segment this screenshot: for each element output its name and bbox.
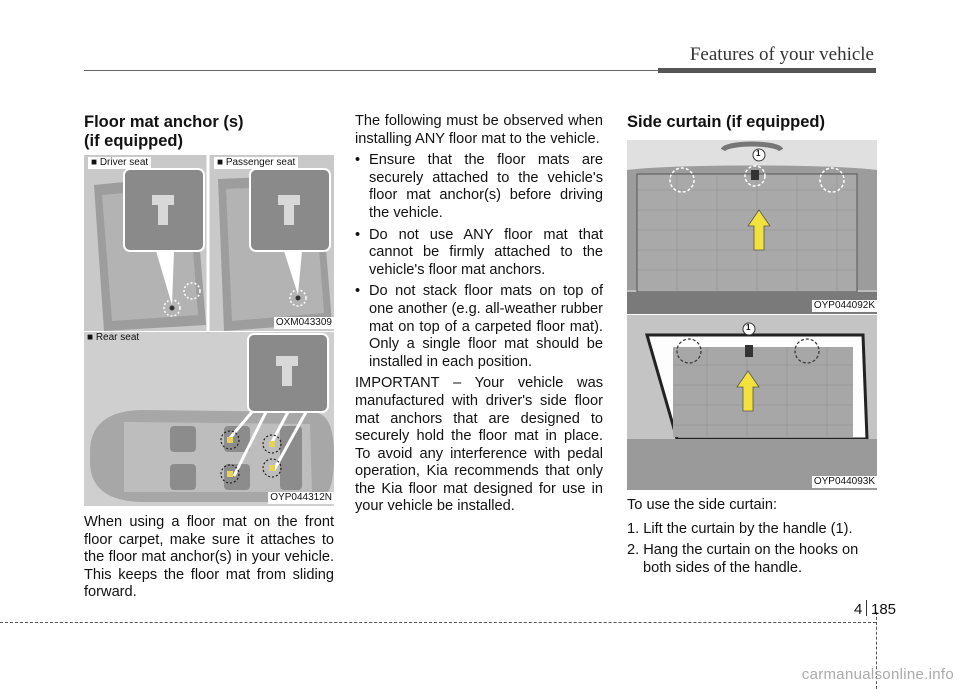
header-rule-accent (658, 68, 876, 73)
guidelines-list (355, 152, 603, 371)
instructions-intro: To use the side curtain: (627, 497, 778, 513)
side-curtain-lift-illustration (627, 140, 877, 314)
header-title: Features of your vehicle (689, 44, 874, 65)
list-item: 1. Lift the curtain by the handle (1). (627, 520, 853, 537)
figure-code: OXM043309 (275, 317, 332, 328)
floor-mat-heading (84, 113, 244, 151)
list-item: • Do not stack floor mats on top of one another (e.g. all-weather rubber mat on top of a carpeted floor mat). Only a single floor mat should be installed in each position. (355, 283, 603, 370)
floor-mat-paragraph: When using a floor mat on the front floor carpet, make sure it attaches to the floor mat anchor(s) in your vehicle. This keeps the floor mat from sliding forward. (84, 514, 334, 601)
side-curtain-figure-2 (627, 315, 877, 490)
list-item-text: Do not stack floor mats on top of one another (e.g. all-weather rubber mat on top of a carpeted floor mat). Only a single floor mat should be installed in each position. (369, 283, 603, 370)
side-curtain-hook-illustration (627, 315, 877, 490)
chapter-number: 4 (854, 601, 863, 618)
passenger-seat-label: ■ Passenger seat (214, 157, 298, 169)
figure-code: OYP044312N (270, 492, 332, 503)
heading-line-1: Floor mat anchor (s) (84, 113, 244, 131)
steps-list (627, 521, 877, 578)
guidelines-intro: The following must be observed when installing ANY floor mat to the vehicle. (355, 113, 603, 147)
list-item: 2. Hang the curtain on the hooks on both sides of the handle. (627, 542, 859, 576)
callout-number: 1 (756, 149, 761, 158)
floor-mat-anchor-front-figure (84, 155, 334, 331)
figure-code: OYP044092K (813, 300, 875, 311)
figure-code: OYP044093K (813, 476, 875, 487)
list-item: • Ensure that the floor mats are securely attached to the vehicle's floor mat anchor(s) before driving the vehicle. (355, 152, 603, 221)
side-curtain-figure-1 (627, 140, 877, 314)
heading-line-2: (if equipped) (84, 132, 183, 150)
floor-mat-anchor-rear-figure (84, 332, 334, 506)
floor-mat-guidelines (355, 113, 603, 516)
list-item-text: Do not use ANY floor mat that cannot be firmly attached to the vehicle's floor mat anchors. (369, 226, 603, 278)
callout-number: 1 (746, 323, 751, 332)
driver-seat-label: ■ Driver seat (88, 157, 151, 169)
list-item-text: Ensure that the floor mats are securely attached to the vehicle's floor mat anchor(s) before driving the vehicle. (369, 152, 603, 221)
side-curtain-instructions (627, 497, 877, 581)
watermark: carmanualsonline.info (801, 666, 954, 683)
floor-mat-body (84, 514, 334, 602)
rear-seat-label: ■ Rear seat (87, 332, 140, 343)
list-item: • Do not use ANY floor mat that cannot be firmly attached to the vehicle's floor mat anchors. (355, 226, 603, 278)
footer-rule (0, 622, 876, 623)
important-note: IMPORTANT – Your vehicle was manufactured with driver's side floor mat anchors that are designed to securely hold the floor mat in place. To avoid any interference with pedal operation, Kia recommends that only the Kia floor mat designed for use in your vehicle be installed. (355, 375, 603, 515)
rear-seat-illustration (84, 332, 334, 506)
heading: Side curtain (if equipped) (627, 113, 826, 131)
page-number: 185 (871, 601, 897, 618)
front-seat-illustration (84, 155, 334, 331)
page-separator (866, 600, 867, 616)
side-curtain-heading (627, 113, 825, 132)
